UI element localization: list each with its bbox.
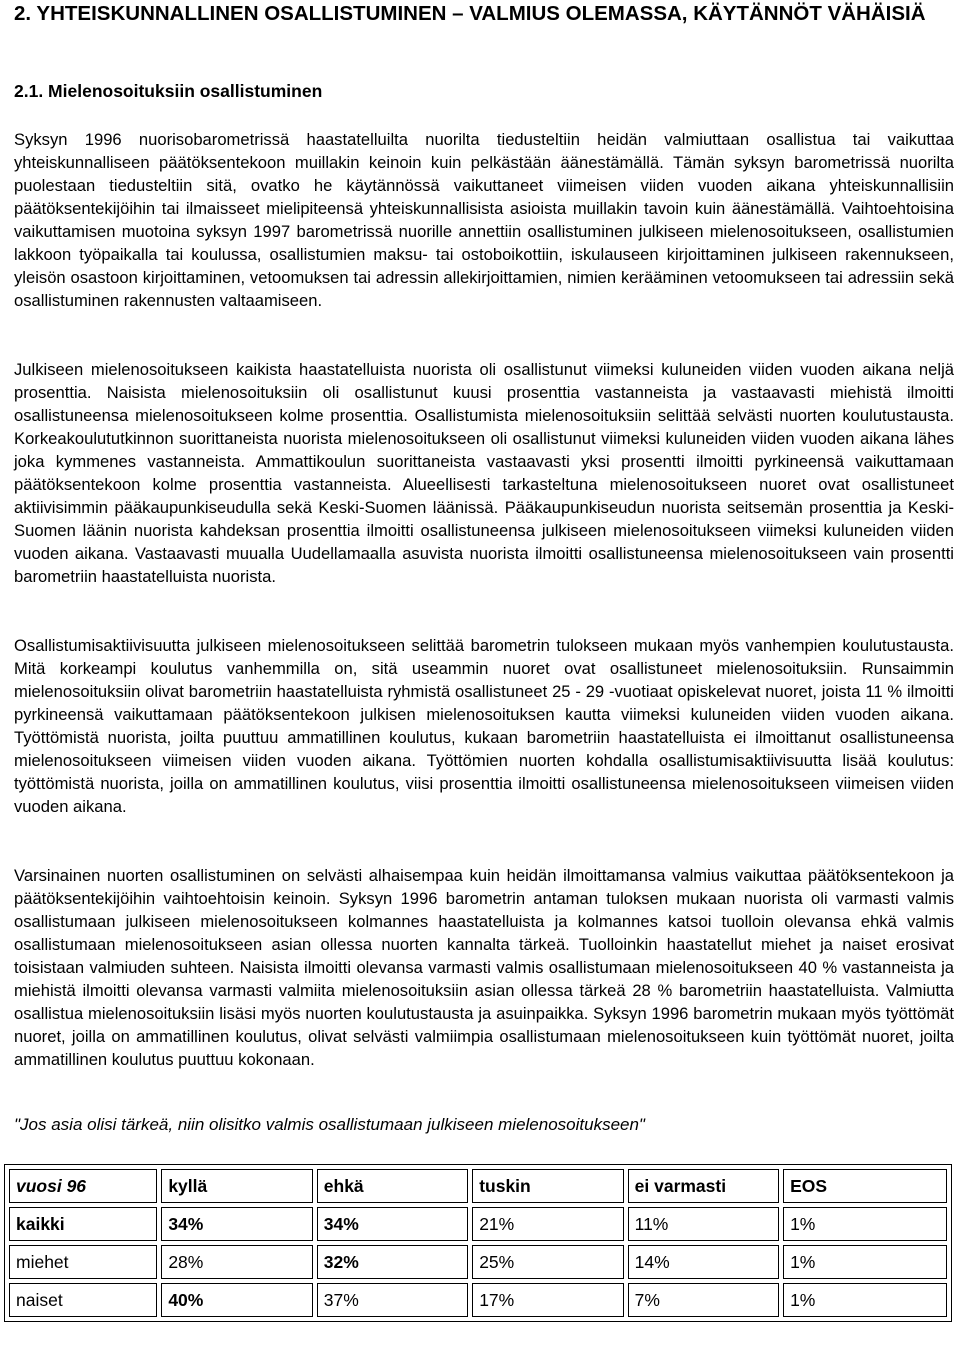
paragraph-4: Varsinainen nuorten osallistuminen on selvästi alhaisempaa kuin heidän ilmoittamansa valmius vaikuttaa päätöksentekoon ja päätöksentekijöihin vaihtoehtoisin keinoin. Syksyn 1996 barometrin antaman tuloksen mukaan nuorista oli varmasti valmis osallistumaan julkiseen mielenosoitukseen kolmannes haastatelluista ja kolmannes katsoi tuolloin olevansa ehkä valmis osallistumaan mielenosoitukseen asian ollessa nuorten kannalta tärkeä. Tuolloinkin haastatellut miehet ja naiset erosivat toisistaan valmiuden suhteen. Naisista ilmoitti olevansa varmasti valmis osallistumaan mielenosoitukseen 40 % vastanneista ja miehistä ilmoitti olevansa varmasti valmiita mielenosoituksiin asian ollessa tärkeä 28 % barometriin haastatelluista. Valmiutta osallistua mielenosoituksiin lisäsi myös nuorten koulutustausta ja asuinpaikka. Syksyn 1996 barometrin mukaan myös työttömät nuoret, joilla on ammatillinen koulutus, olivat selvästi valmiimpia osallistumaan mielenosoitukseen kuin työttömät nuoret, joilta ammatillinen koulutus puuttuu kokonaan. [14, 866, 954, 1069]
table-cell: 28% [161, 1245, 312, 1279]
table-header-cell: tuskin [472, 1169, 623, 1203]
table-row [9, 1207, 947, 1241]
chapter-heading: 2. YHTEISKUNNALLINEN OSALLISTUMINEN – VALMIUS OLEMASSA, KÄYTÄNNÖT VÄHÄISIÄ [14, 2, 926, 25]
table-row [9, 1283, 947, 1317]
table-cell: 7% [628, 1283, 779, 1317]
table-row-label: kaikki [9, 1207, 157, 1241]
table-cell: 1% [783, 1207, 947, 1241]
table-cell: 32% [317, 1245, 468, 1279]
table-cell: 37% [317, 1283, 468, 1317]
table-cell: 1% [783, 1245, 947, 1279]
table-cell: 11% [628, 1207, 779, 1241]
survey-question: "Jos asia olisi tärkeä, niin olisitko valmis osallistumaan julkiseen mielenosoitukseen" [14, 1115, 645, 1134]
paragraph-2: Julkiseen mielenosoitukseen kaikista haastatelluista nuorista oli osallistunut viimeksi kuluneiden viiden vuoden aikana neljä prosenttia. Naisista mielenosoituksiin oli osallistunut kuusi prosenttia vastanneista ja vastaavasti miehistä ilmoitti osallistuneensa mielenosoitukseen kolme prosenttia. Osallistumista mielenosoituksiin selittää selvästi nuorten koulutustausta. Korkeakoulututkinnon suorittaneista nuorista mielenosoitukseen oli osallistunut viimeksi kuluneiden viiden vuoden aikana lähes joka kymmenes vastanneista. Ammattikoulun suorittaneista vastaavasti yksi prosentti ilmoitti pyrkineensä vaikuttamaan päätöksentekoon kolme prosenttia vastanneista. Alueellisesti tarkasteltuna mielenosoitukseen nuoret ovat osallistuneet aktiivisimmin pääkaupunkiseudulla sekä Keski-Suomen läänissä. Pääkaupunkiseudun nuorista seitsemän prosenttia ja Keski-Suomen läänin nuorista kahdeksan prosenttia ilmoitti osallistuneensa julkiseen mielenosoitukseen viimeksi kuluneiden viiden vuoden aikana. Vastaavasti muualla Uudellamaalla asuvista nuorista ilmoitti osallistuneensa mielenosoitukseen vain prosentti barometriin haastatelluista nuorista. [14, 360, 954, 586]
table-header-cell: kyllä [161, 1169, 312, 1203]
survey-results-table [4, 1164, 952, 1322]
section-heading: 2.1. Mielenosoituksiin osallistuminen [14, 81, 323, 101]
table-cell: 1% [783, 1283, 947, 1317]
table-header-cell: EOS [783, 1169, 947, 1203]
table-header-cell: ei varmasti [628, 1169, 779, 1203]
table-row-label: naiset [9, 1283, 157, 1317]
table-cell: 34% [317, 1207, 468, 1241]
table-cell: 17% [472, 1283, 623, 1317]
table-cell: 21% [472, 1207, 623, 1241]
table-cell: 34% [161, 1207, 312, 1241]
table-cell: 25% [472, 1245, 623, 1279]
table-row-label: miehet [9, 1245, 157, 1279]
table-header-cell: vuosi 96 [9, 1169, 157, 1203]
table-header-cell: ehkä [317, 1169, 468, 1203]
paragraph-1: Syksyn 1996 nuorisobarometrissä haastatelluilta nuorilta tiedusteltiin heidän valmiuttaan osallistua tai vaikuttaa yhteiskunnalliseen päätöksentekoon muillakin keinoin kuin pelkästään äänestämällä. Tämän syksyn barometrissä nuorilta puolestaan tiedusteltiin sitä, ovatko he käytännössä vaikuttaneet viimeisen viiden vuoden aikana yhteiskunnallisiin päätöksentekijöihin tai ilmaisseet mielipiteensä yhteiskunnallisista asioista muillakin tavoin kuin äänestämällä. Vaihtoehtoisina vaikuttamisen muotoina syksyn 1997 barometrissä nuorille annettiin osallistuminen julkiseen mielenosoitukseen, osallistumien lakkoon työpaikalla tai koulussa, osallistumien maksu- tai ostoboikottiin, iskulauseen kirjoittaminen julkiseen rakennukseen, yleisön osastoon kirjoittaminen, vetoomuksen tai adressin allekirjoittamien, nimien kerääminen vetoomukseen tai adressiin sekä osallistuminen rakennusten valtaamiseen. [14, 130, 954, 310]
paragraph-3: Osallistumisaktiivisuutta julkiseen mielenosoitukseen selittää barometrin tulokseen mukaan myös vanhempien koulutustausta. Mitä korkeampi koulutus vanhemmilla on, sitä useammin nuoret ovat osallistuneet mielenosoituksiin. Runsaimmin mielenosoituksiin olivat barometriin haastatelluista ryhmistä osallistuneet 25 - 29 -vuotiaat opiskelevat nuoret, joista 11 % ilmoitti pyrkineensä vaikuttamaan päätöksentekoon julkisen mielenosoituksen kautta viimeksi kuluneiden viiden vuoden aikana. Työttömistä nuorista, joilta puuttuu ammatillinen koulutus, kukaan barometriin haastatelluista ei ilmoittanut osallistuneensa mielenosoitukseen viimeisen viiden vuoden aikana. Työttömien nuorten kohdalla osallistumisaktiivisuutta lisää koulutus: työttömistä nuorista, joilla on ammatillinen koulutus, viisi prosenttia ilmoitti osallistuneensa mielenosoitukseen viimeisen viiden vuoden aikana. [14, 636, 954, 816]
table-row [9, 1245, 947, 1279]
table-cell: 14% [628, 1245, 779, 1279]
table-cell: 40% [161, 1283, 312, 1317]
table-header-row [9, 1169, 947, 1203]
